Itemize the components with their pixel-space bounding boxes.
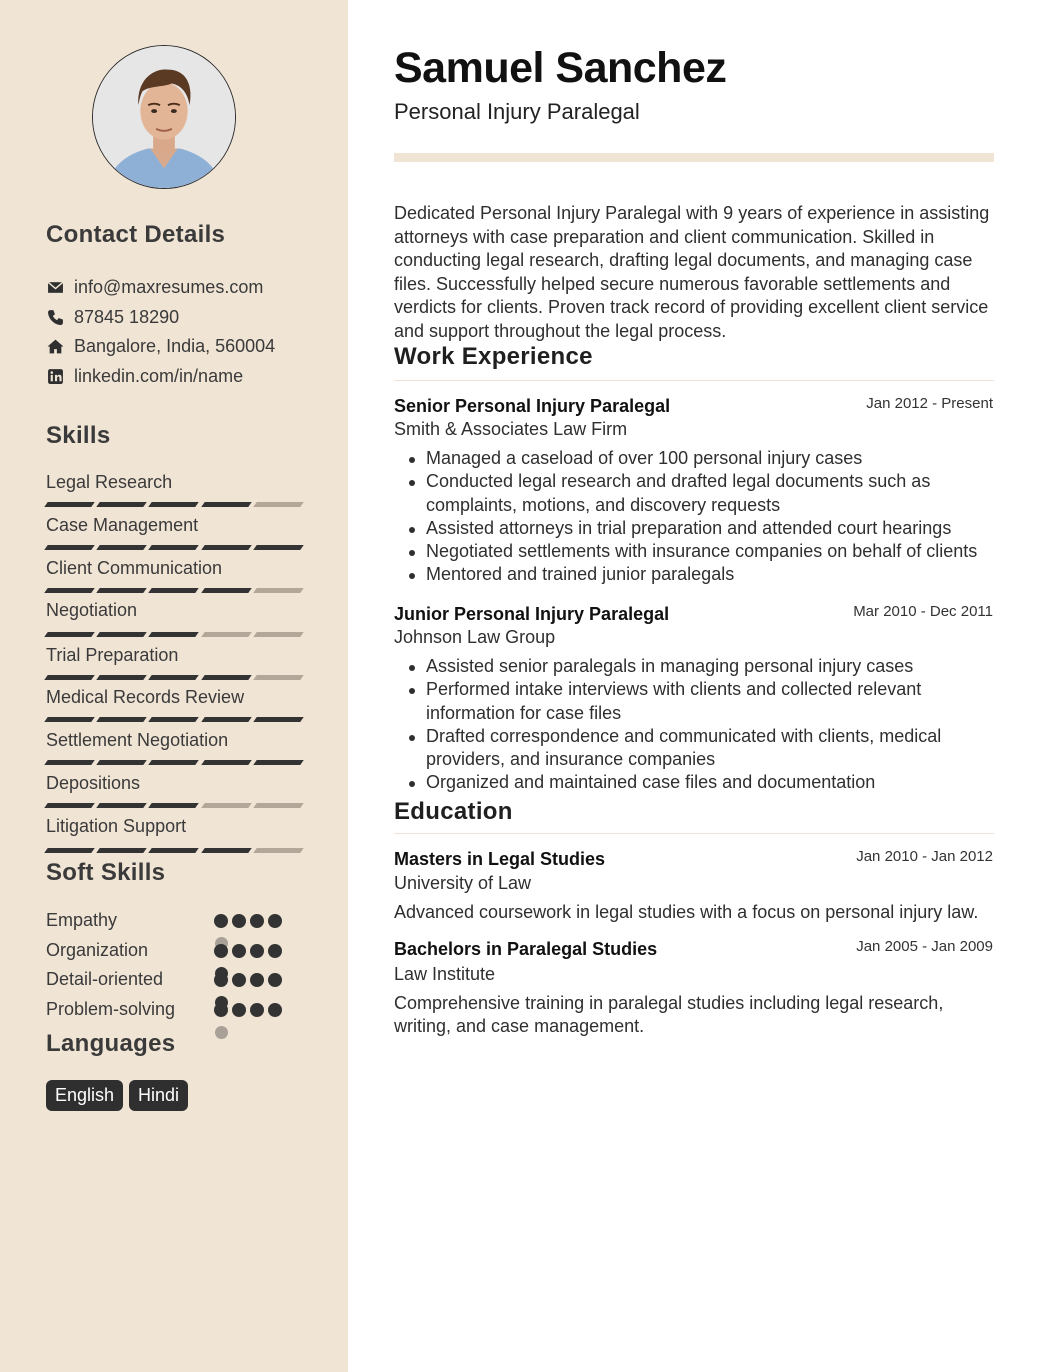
skill-level-segment	[149, 632, 200, 637]
candidate-title: Personal Injury Paralegal	[394, 99, 640, 124]
skill-label: Litigation Support	[46, 816, 187, 836]
language-chip-hindi: Hindi	[129, 1080, 188, 1111]
skill-level-segment	[96, 848, 147, 853]
contact-phone-text: 87845 18290	[74, 306, 180, 327]
job-title: Junior Personal Injury Paralegal	[394, 604, 670, 624]
skill-level-segment	[96, 675, 147, 680]
rating-dot	[214, 1003, 228, 1017]
list-item: Managed a caseload of over 100 personal injury cases	[406, 447, 998, 470]
skill-label: Legal Research	[46, 472, 173, 492]
skill-level-segment	[96, 632, 147, 637]
skill-level-segment	[253, 675, 304, 680]
skill-level-segment	[253, 502, 304, 507]
soft-skill-label: Organization	[46, 940, 149, 960]
job-dates: Jan 2012 - Present	[866, 395, 993, 412]
skill-level-segment	[253, 588, 304, 593]
education-degree: Masters in Legal Studies	[394, 849, 606, 869]
skill-level-segment	[201, 717, 252, 722]
job-company: Smith & Associates Law Firm	[394, 419, 628, 439]
education-school: University of Law	[394, 873, 532, 893]
skill-level-bar	[46, 717, 302, 722]
rating-dot	[250, 1003, 264, 1017]
skill-label: Medical Records Review	[46, 687, 245, 707]
job-company: Johnson Law Group	[394, 627, 556, 647]
list-item: Organized and maintained case files and documentation	[406, 771, 998, 794]
rating-dot	[268, 944, 282, 958]
skill-level-segment	[44, 545, 95, 550]
skill-label: Depositions	[46, 773, 141, 793]
linkedin-icon	[46, 367, 64, 385]
list-item: Negotiated settlements with insurance companies on behalf of clients	[406, 540, 998, 563]
skill-level-segment	[149, 760, 200, 765]
list-item: Mentored and trained junior paralegals	[406, 563, 998, 586]
language-chip-english: English	[46, 1080, 123, 1111]
sidebar	[0, 0, 348, 1372]
skill-label: Negotiation	[46, 600, 138, 620]
skill-level-segment	[149, 848, 200, 853]
skill-level-bar	[46, 803, 302, 808]
rating-dot	[214, 914, 228, 928]
skill-level-bar	[46, 848, 302, 853]
education-divider	[394, 833, 994, 834]
skill-level-segment	[253, 545, 304, 550]
work-experience-heading: Work Experience	[394, 343, 593, 370]
skill-level-segment	[44, 632, 95, 637]
rating-dot	[268, 1003, 282, 1017]
list-item: Conducted legal research and drafted legal documents such as complaints, motions, and discovery requests	[406, 470, 998, 517]
skill-level-segment	[96, 803, 147, 808]
skill-level-bar	[46, 588, 302, 593]
rating-dot	[250, 944, 264, 958]
list-item: Drafted correspondence and communicated with clients, medical providers, and insurance companies	[406, 725, 998, 772]
skill-level-bar	[46, 502, 302, 507]
skill-level-segment	[96, 588, 147, 593]
skill-level-segment	[96, 545, 147, 550]
contact-linkedin[interactable]	[46, 365, 243, 387]
skill-level-segment	[253, 717, 304, 722]
education-description: Advanced coursework in legal studies with a focus on personal injury law.	[394, 902, 979, 922]
summary-text: Dedicated Personal Injury Paralegal with 9 years of experience in assisting attorneys with case preparation and client communication. Skilled in conducting legal research, drafting legal documents, and managing case files. Successfully helped secure numerous favorable settlements and verdicts for clients. Proven track record of providing excellent client service and support throughout the legal process.	[394, 203, 990, 341]
soft-skill-rating	[214, 944, 286, 958]
skill-level-segment	[44, 803, 95, 808]
skill-level-segment	[201, 632, 252, 637]
skill-level-bar	[46, 632, 302, 637]
soft-skill-label: Detail-oriented	[46, 969, 164, 989]
job-title: Senior Personal Injury Paralegal	[394, 396, 671, 416]
envelope-icon	[46, 278, 64, 296]
rating-dot	[232, 914, 246, 928]
rating-dot	[232, 1003, 246, 1017]
job-bullets	[406, 447, 998, 587]
skill-level-segment	[44, 717, 95, 722]
skills-heading: Skills	[46, 422, 111, 449]
contact-email[interactable]	[46, 276, 263, 298]
soft-skills-heading: Soft Skills	[46, 859, 166, 886]
skill-label: Client Communication	[46, 558, 223, 578]
education-description: Comprehensive training in paralegal studies including legal research, writing, and case management.	[394, 993, 944, 1037]
contact-heading: Contact Details	[46, 221, 226, 248]
skill-level-segment	[96, 502, 147, 507]
job-dates: Mar 2010 - Dec 2011	[853, 603, 993, 620]
skill-level-segment	[149, 545, 200, 550]
soft-skill-rating	[214, 914, 286, 928]
rating-dot	[250, 914, 264, 928]
skill-level-segment	[44, 502, 95, 507]
skill-level-segment	[44, 848, 95, 853]
contact-address	[46, 335, 275, 357]
skill-level-bar	[46, 675, 302, 680]
contact-address-text: Bangalore, India, 560004	[74, 335, 276, 356]
candidate-name: Samuel Sanchez	[394, 44, 727, 92]
skill-label: Settlement Negotiation	[46, 730, 229, 750]
rating-dot	[215, 1026, 228, 1039]
list-item: Assisted senior paralegals in managing personal injury cases	[406, 655, 998, 678]
soft-skill-label: Empathy	[46, 910, 118, 930]
education-degree: Bachelors in Paralegal Studies	[394, 939, 658, 959]
phone-icon	[46, 308, 64, 326]
skill-level-segment	[201, 803, 252, 808]
job-bullets	[406, 655, 998, 795]
skill-level-segment	[201, 848, 252, 853]
list-item: Performed intake interviews with clients and collected relevant information for case files	[406, 678, 998, 725]
rating-dot	[268, 973, 282, 987]
skill-level-segment	[201, 502, 252, 507]
skill-level-segment	[201, 588, 252, 593]
skill-level-segment	[201, 760, 252, 765]
skill-level-segment	[149, 803, 200, 808]
skill-level-segment	[44, 760, 95, 765]
work-experience-divider	[394, 380, 994, 381]
skill-level-segment	[201, 675, 252, 680]
rating-dot	[232, 944, 246, 958]
skill-level-bar	[46, 545, 302, 550]
skill-level-segment	[96, 717, 147, 722]
skill-level-segment	[44, 588, 95, 593]
contact-linkedin-text: linkedin.com/in/name	[74, 365, 244, 386]
skill-level-segment	[96, 760, 147, 765]
list-item: Assisted attorneys in trial preparation and attended court hearings	[406, 517, 998, 540]
contact-email-text: info@maxresumes.com	[74, 276, 264, 297]
skill-label: Trial Preparation	[46, 645, 179, 665]
education-heading: Education	[394, 798, 513, 825]
skill-level-segment	[201, 545, 252, 550]
skill-level-segment	[149, 588, 200, 593]
skill-level-segment	[253, 632, 304, 637]
rating-dot	[214, 973, 228, 987]
skill-label: Case Management	[46, 515, 199, 535]
skill-level-segment	[149, 502, 200, 507]
skill-level-segment	[253, 803, 304, 808]
skill-level-segment	[149, 717, 200, 722]
avatar	[92, 45, 236, 189]
rating-dot	[268, 914, 282, 928]
skill-level-segment	[149, 675, 200, 680]
contact-phone[interactable]	[46, 306, 179, 328]
soft-skill-label: Problem-solving	[46, 999, 176, 1019]
home-icon	[46, 337, 64, 355]
soft-skill-rating	[214, 1003, 286, 1017]
skill-level-segment	[44, 675, 95, 680]
skill-level-segment	[253, 760, 304, 765]
rating-dot	[250, 973, 264, 987]
education-school: Law Institute	[394, 964, 496, 984]
profile-photo	[93, 46, 235, 188]
skill-level-segment	[253, 848, 304, 853]
soft-skill-rating	[214, 973, 286, 987]
languages-heading: Languages	[46, 1030, 176, 1057]
education-dates: Jan 2005 - Jan 2009	[856, 938, 993, 955]
skill-level-bar	[46, 760, 302, 765]
rating-dot	[232, 973, 246, 987]
rating-dot	[214, 944, 228, 958]
header-divider	[394, 153, 994, 162]
education-dates: Jan 2010 - Jan 2012	[856, 848, 993, 865]
